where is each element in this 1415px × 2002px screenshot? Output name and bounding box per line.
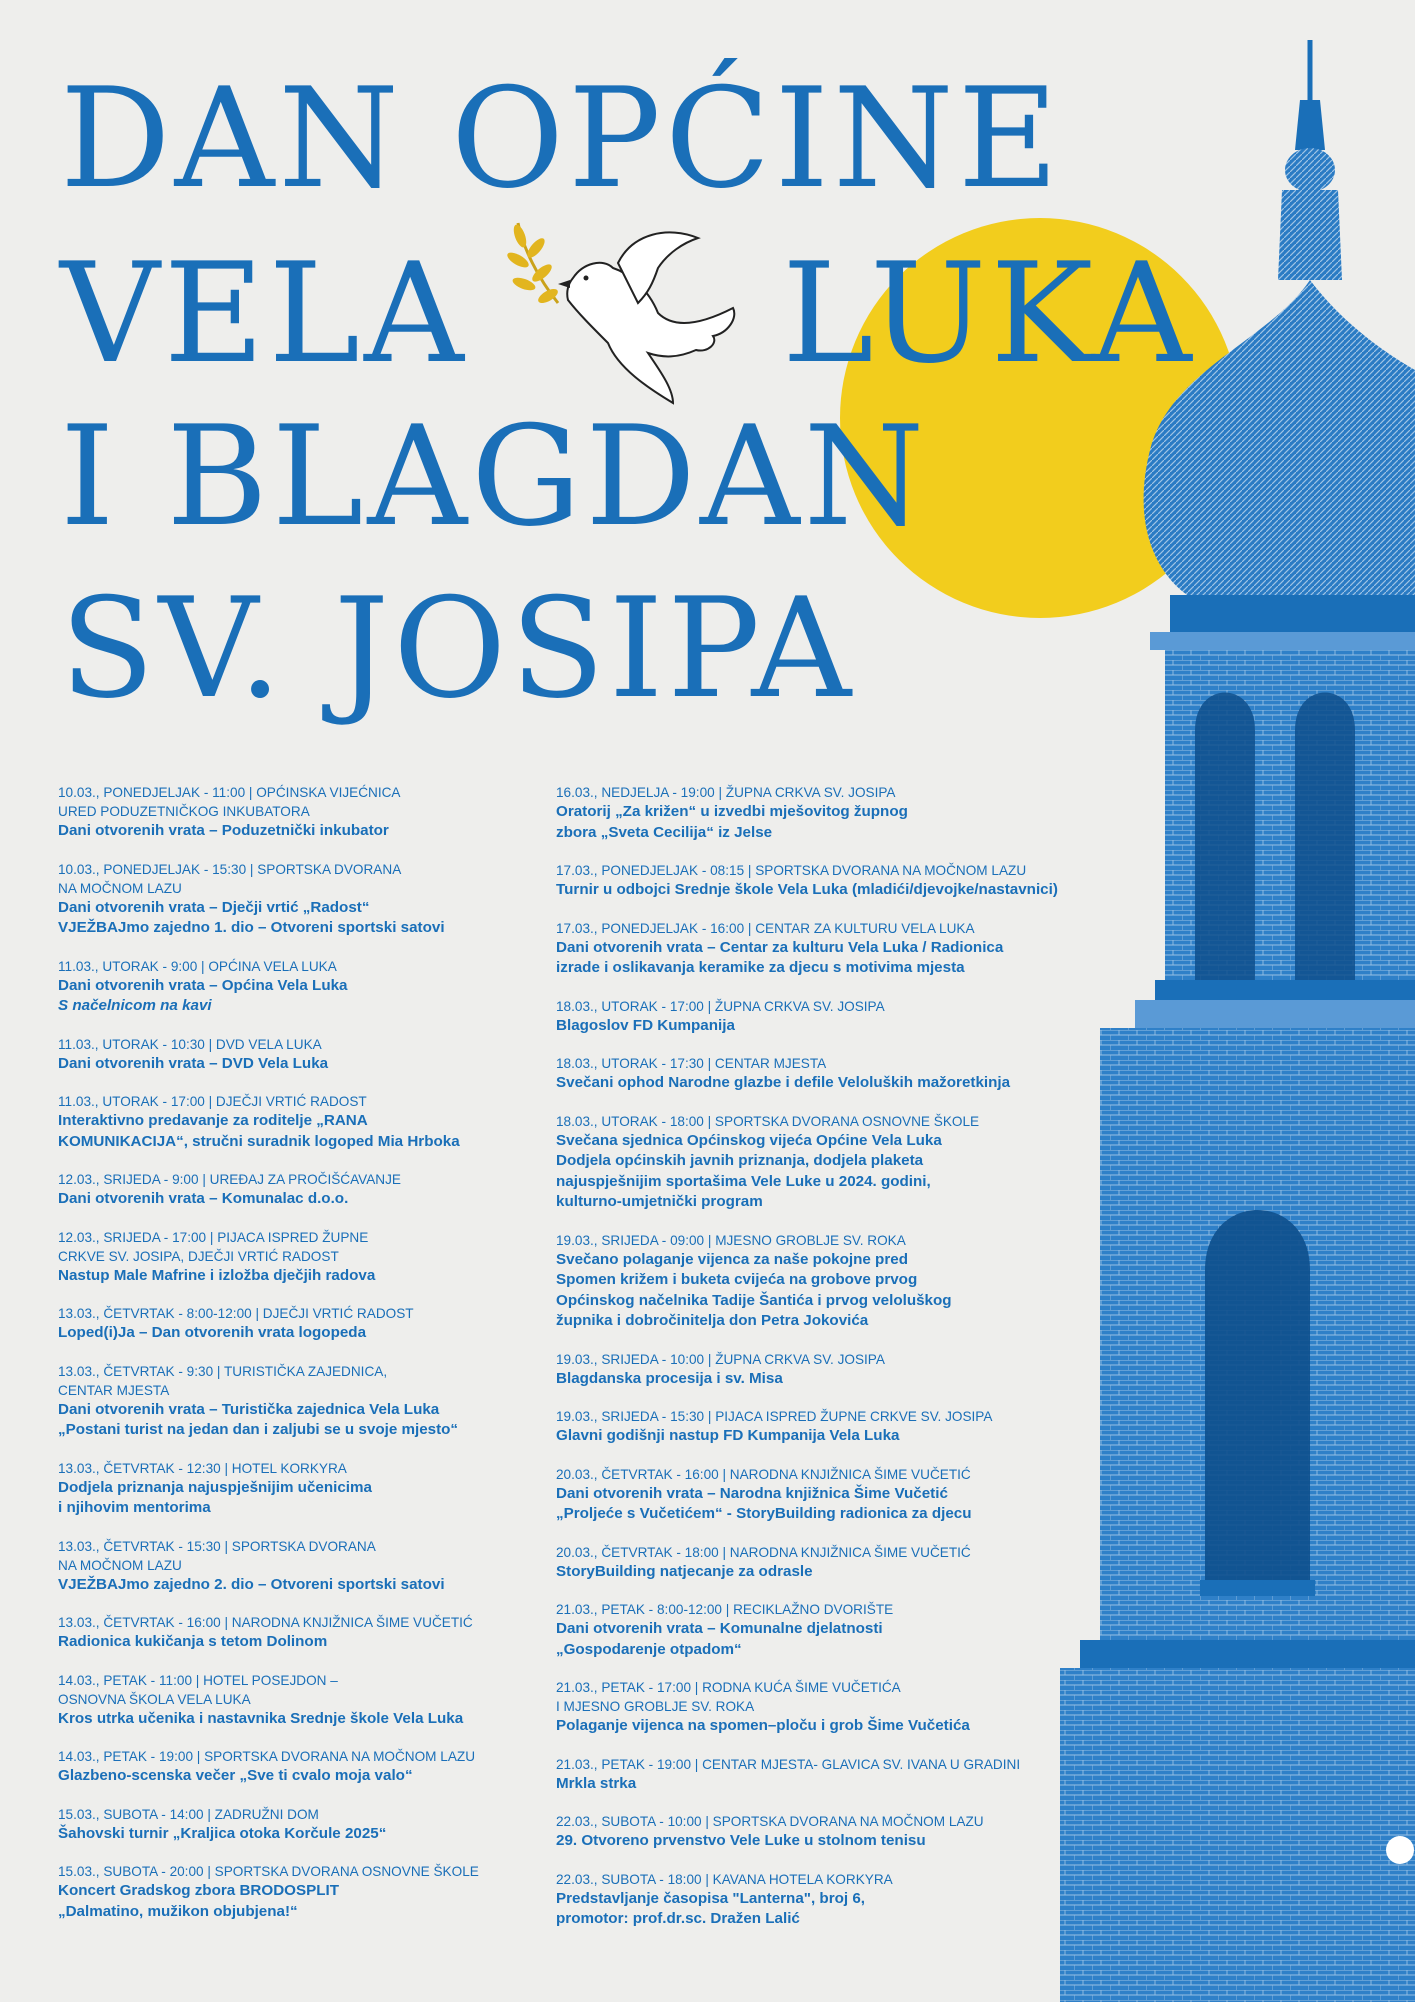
- event-title: [58, 976, 538, 1017]
- event-title-line: Nastup Male Mafrine i izložba dječjih radova: [58, 1266, 376, 1284]
- event-meta: [58, 1671, 538, 1709]
- event-title-line: Blagdanska procesija i sv. Misa: [556, 1369, 783, 1387]
- event-meta-line: 14.03., PETAK - 11:00 | HOTEL POSEJDON –: [58, 1672, 338, 1688]
- event-item: [58, 1170, 538, 1210]
- event-meta: [58, 860, 538, 898]
- event-meta: [556, 919, 1076, 938]
- event-item: [556, 1350, 1076, 1390]
- event-title-line: „Postani turist na jedan dan i zaljubi se u svoje mjesto“: [58, 1421, 459, 1438]
- title-line-2-right: LUKA: [782, 233, 1196, 394]
- event-title: [556, 1426, 1076, 1447]
- event-title: [556, 1250, 1076, 1332]
- event-title: [556, 1619, 1076, 1660]
- event-item: [556, 1600, 1076, 1660]
- event-meta: [58, 1362, 538, 1400]
- event-meta-line: 21.03., PETAK - 19:00 | CENTAR MJESTA- GLAVICA SV. IVANA U GRADINI: [556, 1756, 1021, 1772]
- event-item: [58, 1671, 538, 1730]
- event-title: [58, 1266, 538, 1287]
- event-title: [556, 1369, 1076, 1390]
- event-title-line: Svečano polaganje vijenca za naše pokojne pred: [556, 1250, 908, 1268]
- event-meta: [58, 783, 538, 821]
- event-title: [58, 821, 538, 842]
- event-meta: [556, 1812, 1076, 1831]
- event-title-line: i njihovim mentorima: [58, 1499, 211, 1516]
- event-meta-line: 10.03., PONEDJELJAK - 11:00 | OPĆINSKA VIJEĆNICA: [58, 785, 401, 800]
- event-item: [556, 1231, 1076, 1332]
- event-meta-line: CRKVE SV. JOSIPA, DJEČJI VRTIĆ RADOST: [58, 1248, 339, 1264]
- event-title-line: Dodjela općinskih javnih priznanja, dodjela plaketa: [556, 1152, 924, 1169]
- title-line-3: I BLAGDAN: [60, 396, 929, 557]
- event-title: [556, 1131, 1076, 1213]
- event-title-line: KOMUNIKACIJA“, stručni suradnik logoped Mia Hrboka: [58, 1132, 460, 1150]
- event-item: [58, 1228, 538, 1287]
- event-meta-line: 12.03., SRIJEDA - 9:00 | UREĐAJ ZA PROČIŠĆAVANJE: [58, 1172, 401, 1187]
- event-meta: [556, 997, 1076, 1016]
- event-title-line: Dani otvorenih vrata – Dječji vrtić „Radost“: [58, 898, 370, 916]
- event-meta-line: 14.03., PETAK - 19:00 | SPORTSKA DVORANA NA MOČNOM LAZU: [58, 1749, 476, 1764]
- event-item: [58, 1805, 538, 1845]
- event-title-line: Koncert Gradskog zbora BRODOSPLIT: [58, 1882, 340, 1899]
- event-title: [58, 898, 538, 939]
- event-meta-line: 12.03., SRIJEDA - 17:00 | PIJACA ISPRED ŽUPNE: [58, 1229, 369, 1245]
- event-meta-line: 13.03., ČETVRTAK - 15:30 | SPORTSKA DVORANA: [58, 1538, 376, 1554]
- event-item: [556, 1407, 1076, 1447]
- event-title-line: Dodjela priznanja najuspješnijim učenicima: [58, 1478, 372, 1496]
- event-meta: [556, 1054, 1076, 1073]
- event-meta: [556, 1870, 1076, 1889]
- event-meta-line: URED PODUZETNIČKOG INKUBATORA: [58, 804, 310, 819]
- event-title-line: izrade i oslikavanja keramike za djecu s motivima mjesta: [556, 959, 965, 976]
- event-meta: [556, 1112, 1076, 1131]
- event-title: [58, 1189, 538, 1210]
- event-title-line: Turnir u odbojci Srednje škole Vela Luka (mladići/djevojke/nastavnici): [556, 881, 1058, 898]
- event-item: [556, 1870, 1076, 1930]
- event-item: [58, 783, 538, 842]
- event-meta-line: 11.03., UTORAK - 17:00 | DJEČJI VRTIĆ RADOST: [58, 1094, 367, 1109]
- event-item: [556, 783, 1076, 843]
- event-meta-line: NA MOČNOM LAZU: [58, 1557, 182, 1573]
- event-item: [556, 1465, 1076, 1525]
- event-title-line: Kros utrka učenika i nastavnika Srednje škole Vela Luka: [58, 1709, 464, 1727]
- event-meta: [556, 1465, 1076, 1484]
- event-meta-line: 18.03., UTORAK - 17:00 | ŽUPNA CRKVA SV. JOSIPA: [556, 998, 885, 1014]
- event-item: [58, 1035, 538, 1075]
- event-meta-line: 13.03., ČETVRTAK - 9:30 | TURISTIČKA ZAJEDNICA,: [58, 1363, 388, 1379]
- event-title-line: Radionica kukičanja s tetom Dolinom: [58, 1633, 328, 1650]
- event-item: [58, 957, 538, 1017]
- event-title: [58, 1881, 538, 1922]
- event-item: [58, 1537, 538, 1596]
- event-meta-line: 15.03., SUBOTA - 20:00 | SPORTSKA DVORANA OSNOVNE ŠKOLE: [58, 1864, 479, 1879]
- event-title-line: župnika i dobročinitelja don Petra Jokovića: [556, 1312, 869, 1329]
- event-title-line: Dani otvorenih vrata – Komunalne djelatnosti: [556, 1620, 883, 1637]
- event-item: [556, 1054, 1076, 1094]
- event-meta: [556, 1231, 1076, 1250]
- event-meta: [58, 1805, 538, 1824]
- event-title-line: „Gospodarenje otpadom“: [556, 1640, 742, 1658]
- event-title: [58, 1766, 538, 1787]
- event-title: [556, 880, 1076, 901]
- event-meta: [58, 1304, 538, 1323]
- event-meta-line: 20.03., ČETVRTAK - 16:00 | NARODNA KNJIŽNICA ŠIME VUČETIĆ: [556, 1466, 971, 1482]
- event-meta: [58, 957, 538, 976]
- event-meta-line: 19.03., SRIJEDA - 09:00 | MJESNO GROBLJE SV. ROKA: [556, 1232, 906, 1248]
- event-meta-line: CENTAR MJESTA: [58, 1382, 170, 1398]
- event-meta-line: 22.03., SUBOTA - 10:00 | SPORTSKA DVORANA NA MOČNOM LAZU: [556, 1814, 984, 1829]
- event-item: [556, 1543, 1076, 1583]
- title-line-4: SV. JOSIPA: [60, 568, 856, 729]
- event-title-line: StoryBuilding natjecanje za odrasle: [556, 1562, 813, 1580]
- event-title: [556, 1774, 1076, 1795]
- event-title-line: zbora „Sveta Cecilija“ iz Jelse: [556, 823, 773, 841]
- event-meta-line: 22.03., SUBOTA - 18:00 | KAVANA HOTELA KORKYRA: [556, 1871, 893, 1887]
- event-title: [556, 1016, 1076, 1037]
- event-item: [58, 1862, 538, 1922]
- event-item: [556, 997, 1076, 1037]
- event-title-line: Predstavljanje časopisa "Lanterna", broj 6,: [556, 1889, 865, 1907]
- event-title: [556, 938, 1076, 979]
- event-meta-line: I MJESNO GROBLJE SV. ROKA: [556, 1699, 755, 1714]
- event-title: [58, 1632, 538, 1653]
- event-item: [58, 1362, 538, 1441]
- event-title-line: Dani otvorenih vrata – Komunalac d.o.o.: [58, 1190, 349, 1207]
- event-title-line: promotor: prof.dr.sc. Dražen Lalić: [556, 1910, 800, 1927]
- event-title-line: Svečana sjednica Općinskog vijeća Općine Vela Luka: [556, 1131, 942, 1149]
- event-meta: [58, 1228, 538, 1266]
- event-title-line: Loped(i)Ja – Dan otvorenih vrata logopeda: [58, 1324, 367, 1341]
- event-item: [58, 1092, 538, 1152]
- events-left-column: [58, 783, 538, 1940]
- event-meta: [58, 1747, 538, 1766]
- event-meta-line: 20.03., ČETVRTAK - 18:00 | NARODNA KNJIŽNICA ŠIME VUČETIĆ: [556, 1544, 971, 1560]
- event-meta: [556, 1543, 1076, 1562]
- event-meta-line: NA MOČNOM LAZU: [58, 880, 182, 896]
- event-title: [58, 1400, 538, 1441]
- event-title-line: Interaktivno predavanje za roditelje „RANA: [58, 1112, 368, 1129]
- event-meta-line: 19.03., SRIJEDA - 10:00 | ŽUPNA CRKVA SV. JOSIPA: [556, 1351, 885, 1367]
- event-meta: [58, 1862, 538, 1881]
- event-item: [556, 1678, 1076, 1737]
- event-title: [556, 1889, 1076, 1930]
- event-title: [556, 1562, 1076, 1583]
- event-meta: [556, 861, 1076, 880]
- event-title-line: „Proljeće s Vučetićem“ - StoryBuilding radionica za djecu: [556, 1505, 972, 1522]
- event-item: [556, 1755, 1076, 1795]
- event-title-line: najuspješnijim sportašima Vele Luke u 2024. godini,: [556, 1172, 931, 1190]
- event-meta: [556, 1600, 1076, 1619]
- event-title-line: VJEŽBAJmo zajedno 2. dio – Otvoreni sportski satovi: [58, 1575, 445, 1593]
- event-item: [556, 861, 1076, 901]
- event-item: [556, 1812, 1076, 1852]
- event-meta-line: 13.03., ČETVRTAK - 8:00-12:00 | DJEČJI VRTIĆ RADOST: [58, 1306, 414, 1321]
- event-item: [58, 1459, 538, 1519]
- event-title-line: Općinskog načelnika Tadije Šantića i prvog veloluškog: [556, 1291, 952, 1309]
- event-meta-line: 18.03., UTORAK - 17:30 | CENTAR MJESTA: [556, 1056, 827, 1071]
- event-meta-line: 18.03., UTORAK - 18:00 | SPORTSKA DVORANA OSNOVNE ŠKOLE: [556, 1113, 980, 1129]
- event-meta-line: 16.03., NEDJELJA - 19:00 | ŽUPNA CRKVA SV. JOSIPA: [556, 785, 896, 800]
- event-item: [556, 919, 1076, 979]
- event-subtitle: S načelnicom na kavi: [58, 997, 212, 1014]
- event-item: [58, 860, 538, 939]
- title-line-2-left: VELA: [60, 233, 468, 394]
- event-meta: [556, 783, 1076, 802]
- event-title: [58, 1824, 538, 1845]
- event-meta: [556, 1407, 1076, 1426]
- event-title: [58, 1323, 538, 1344]
- event-title-line: kulturno-umjetnički program: [556, 1193, 763, 1210]
- event-title-line: „Dalmatino, mužikon objubjena!“: [58, 1902, 298, 1920]
- event-meta: [556, 1678, 1076, 1716]
- event-meta-line: 17.03., PONEDJELJAK - 16:00 | CENTAR ZA KULTURU VELA LUKA: [556, 920, 975, 936]
- event-title-line: VJEŽBAJmo zajedno 1. dio – Otvoreni sportski satovi: [58, 919, 445, 936]
- event-item: [58, 1747, 538, 1787]
- event-title-line: Šahovski turnir „Kraljica otoka Korčule 2025“: [58, 1824, 387, 1842]
- event-meta-line: 21.03., PETAK - 17:00 | RODNA KUĆA ŠIME VUČETIĆA: [556, 1680, 901, 1695]
- event-title-line: 29. Otvoreno prvenstvo Vele Luke u stolnom tenisu: [556, 1832, 926, 1849]
- event-title: [556, 802, 1076, 843]
- event-meta-line: 21.03., PETAK - 8:00-12:00 | RECIKLAŽNO DVORIŠTE: [556, 1602, 894, 1617]
- event-meta: [58, 1613, 538, 1632]
- event-title: [58, 1709, 538, 1730]
- event-title-line: Dani otvorenih vrata – DVD Vela Luka: [58, 1054, 329, 1072]
- event-meta: [58, 1170, 538, 1189]
- event-title-line: Oratorij „Za križen“ u izvedbi mješovitog župnog: [556, 803, 908, 820]
- title-line-1: DAN OPĆINE: [60, 58, 1063, 219]
- event-title-line: Svečani ophod Narodne glazbe i defile Veloluških mažoretkinja: [556, 1074, 1011, 1091]
- event-title: [58, 1478, 538, 1519]
- event-title: [556, 1073, 1076, 1094]
- event-title: [556, 1831, 1076, 1852]
- event-title-line: Glavni godišnji nastup FD Kumpanija Vela Luka: [556, 1427, 900, 1444]
- event-meta-line: OSNOVNA ŠKOLA VELA LUKA: [58, 1691, 251, 1707]
- event-title: [58, 1111, 538, 1152]
- events-right-column: [556, 783, 1076, 1948]
- event-title: [58, 1054, 538, 1075]
- event-meta-line: 13.03., ČETVRTAK - 16:00 | NARODNA KNJIŽNICA ŠIME VUČETIĆ: [58, 1615, 473, 1630]
- event-title-line: Dani otvorenih vrata – Poduzetnički inkubator: [58, 822, 389, 839]
- event-title-line: Dani otvorenih vrata – Turistička zajednica Vela Luka: [58, 1400, 440, 1418]
- event-title-line: Spomen križem i buketa cvijeća na grobove prvog: [556, 1271, 918, 1288]
- event-title: [58, 1575, 538, 1596]
- event-title-line: Blagoslov FD Kumpanija: [556, 1016, 735, 1034]
- event-title-line: Dani otvorenih vrata – Općina Vela Luka: [58, 976, 348, 994]
- event-meta: [58, 1459, 538, 1478]
- event-meta-line: 11.03., UTORAK - 9:00 | OPĆINA VELA LUKA: [58, 958, 337, 974]
- event-title-line: Dani otvorenih vrata – Centar za kulturu Vela Luka / Radionica: [556, 938, 1004, 956]
- event-meta: [58, 1537, 538, 1575]
- event-title: [556, 1716, 1076, 1737]
- event-meta-line: 10.03., PONEDJELJAK - 15:30 | SPORTSKA DVORANA: [58, 861, 402, 877]
- event-title-line: Mrkla strka: [556, 1774, 637, 1792]
- event-meta-line: 13.03., ČETVRTAK - 12:30 | HOTEL KORKYRA: [58, 1460, 347, 1476]
- event-meta: [58, 1092, 538, 1111]
- event-meta: [58, 1035, 538, 1054]
- event-item: [58, 1613, 538, 1653]
- event-meta-line: 11.03., UTORAK - 10:30 | DVD VELA LUKA: [58, 1036, 322, 1052]
- event-title-line: Dani otvorenih vrata – Narodna knjižnica Šime Vučetić: [556, 1484, 948, 1502]
- event-meta-line: 19.03., SRIJEDA - 15:30 | PIJACA ISPRED ŽUPNE CRKVE SV. JOSIPA: [556, 1409, 993, 1424]
- event-meta-line: 17.03., PONEDJELJAK - 08:15 | SPORTSKA DVORANA NA MOČNOM LAZU: [556, 863, 1027, 878]
- event-meta: [556, 1755, 1076, 1774]
- event-meta: [556, 1350, 1076, 1369]
- event-title-line: Glazbeno-scenska večer „Sve ti cvalo moja valo“: [58, 1767, 413, 1784]
- event-title: [556, 1484, 1076, 1525]
- event-item: [556, 1112, 1076, 1213]
- event-item: [58, 1304, 538, 1344]
- dove-icon: [498, 218, 748, 408]
- event-meta-line: 15.03., SUBOTA - 14:00 | ZADRUŽNI DOM: [58, 1806, 319, 1822]
- event-title-line: Polaganje vijenca na spomen–ploču i grob Šime Vučetića: [556, 1717, 970, 1734]
